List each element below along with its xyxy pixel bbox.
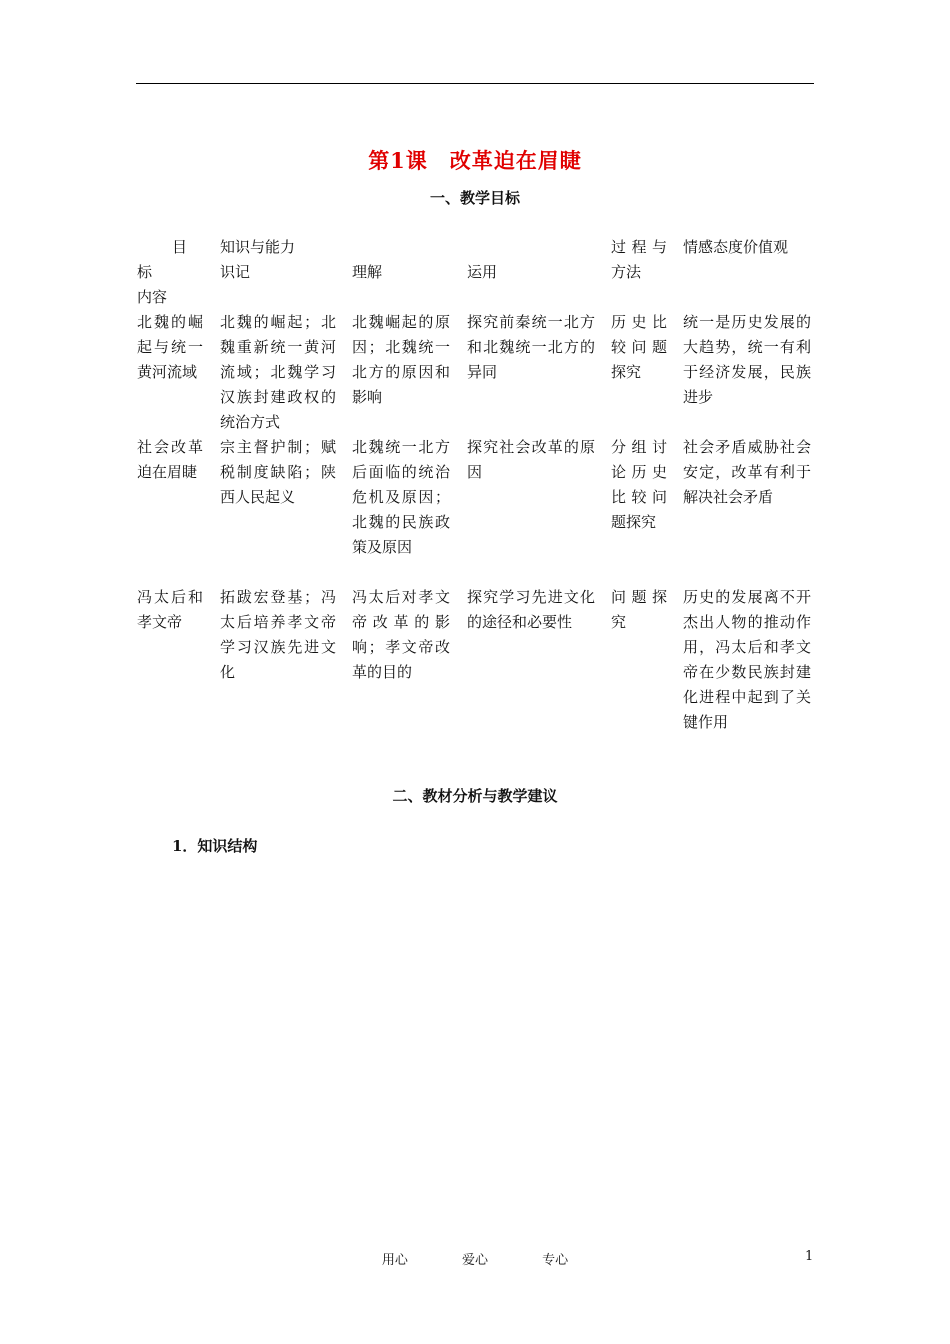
row2-understand: 北魏统一北方后面临的统治危机及原因；北魏的民族政策及原因	[352, 438, 450, 556]
section-heading-analysis: 二、教材分析与教学建议	[392, 787, 558, 805]
row1-understand: 北魏崛起的原因；北魏统一北方的原因和影响	[352, 313, 450, 406]
page-number: 1	[805, 1249, 814, 1264]
header-understand: 理解	[352, 263, 383, 281]
row3-memorize: 拓跋宏登基；冯太后培养孝文帝学习汉族先进文化	[220, 588, 336, 681]
row1-process: 历史比较问题探究	[611, 313, 667, 381]
row3-content: 冯太后和孝文帝	[137, 588, 203, 631]
footer-text-c: 专心	[542, 1253, 569, 1268]
row1-content: 北魏的崛起与统一黄河流域	[137, 313, 203, 381]
header-knowledge-ability: 知识与能力	[220, 238, 296, 256]
section-heading-objectives: 一、教学目标	[429, 189, 520, 207]
header-corner-line2: 标	[137, 263, 153, 281]
row3-understand: 冯太后对孝文帝改革的影响；孝文帝改革的目的	[352, 588, 450, 681]
header-memorize: 识记	[220, 263, 251, 281]
row2-content: 社会改革迫在眉睫	[137, 438, 203, 481]
row2-apply: 探究社会改革的原因	[467, 438, 595, 481]
row3-process: 问题探究	[611, 588, 667, 631]
subsection-knowledge-structure: 1．知识结构	[172, 837, 258, 855]
lesson-title: 第1课 改革迫在眉睫	[368, 148, 582, 173]
row1-apply: 探究前秦统一北方和北魏统一北方的异同	[467, 313, 595, 381]
header-corner-line3: 内容	[137, 288, 168, 306]
header-rule	[136, 83, 814, 84]
header-process-method: 过程与方法	[611, 238, 667, 281]
header-emotion-values: 情感态度价值观	[683, 238, 789, 256]
row1-memorize: 北魏的崛起；北魏重新统一黄河流域；北魏学习汉族封建政权的统治方式	[220, 313, 336, 431]
header-corner-line1: 目	[172, 238, 188, 256]
row2-memorize: 宗主督护制；赋税制度缺陷；陕西人民起义	[220, 438, 336, 506]
row3-emotion: 历史的发展离不开杰出人物的推动作用，冯太后和孝文帝在少数民族封建化进程中起到了关键作用	[683, 588, 811, 731]
row2-emotion: 社会矛盾威胁社会安定，改革有利于解决社会矛盾	[683, 438, 811, 506]
footer-text-a: 用心	[381, 1253, 408, 1268]
row3-apply: 探究学习先进文化的途径和必要性	[467, 588, 595, 631]
row2-process: 分组讨论历史比较问题探究	[611, 438, 667, 531]
header-apply: 运用	[467, 263, 498, 281]
row1-emotion: 统一是历史发展的大趋势，统一有利于经济发展，民族进步	[683, 313, 811, 406]
footer-text-b: 爱心	[461, 1253, 488, 1268]
